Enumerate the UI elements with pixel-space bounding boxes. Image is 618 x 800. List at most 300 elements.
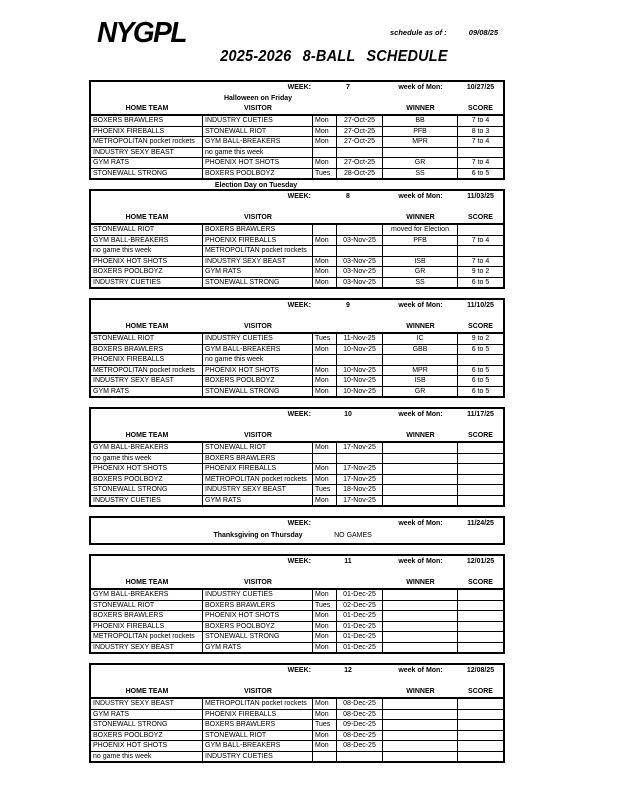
winner-cell (383, 632, 458, 642)
score-cell: 6 to 5 (471, 387, 490, 395)
week-note: Halloween on Friday (223, 94, 293, 102)
table-row (91, 751, 503, 762)
table-row (91, 709, 503, 720)
score-cell: 7 to 4 (471, 257, 490, 265)
column-header-row (91, 103, 503, 114)
date-cell: 03-Nov-25 (337, 278, 383, 288)
winner-cell (383, 643, 458, 653)
week-header-row (91, 518, 503, 529)
visitor-cell: METROPOLITAN pocket rockets (203, 475, 313, 485)
winner-header: WINNER (406, 432, 435, 439)
day-cell: Mon (313, 496, 337, 506)
winner-cell (383, 731, 458, 741)
winner-header: WINNER (406, 688, 435, 695)
week-label: WEEK: (287, 193, 311, 200)
no-games-week-box (89, 516, 505, 545)
home-team-header: HOME TEAM (125, 323, 169, 330)
visitor-cell: INDUSTRY SEXY BEAST (203, 485, 313, 495)
table-row (91, 631, 503, 642)
home-team-header: HOME TEAM (125, 214, 169, 221)
table-row (91, 600, 503, 611)
day-cell: Mon (313, 632, 337, 642)
score-cell: 6 to 5 (471, 366, 490, 374)
date-cell: 03-Nov-25 (337, 236, 383, 246)
home-team-cell: no game this week (91, 454, 203, 464)
table-row (91, 334, 503, 344)
week-of-label: week of Mon: (398, 411, 443, 418)
visitor-cell: BOXERS BRAWLERS (203, 720, 313, 730)
home-team-cell: BOXERS POOLBOYZ (91, 731, 203, 741)
visitor-cell: PHOENIX HOT SHOTS (203, 611, 313, 621)
table-row (91, 266, 503, 277)
visitor-cell: BOXERS POOLBOYZ (203, 169, 313, 179)
week-number: 11 (344, 558, 352, 565)
visitor-cell: BOXERS BRAWLERS (203, 601, 313, 611)
score-cell (458, 475, 503, 485)
table-row (91, 235, 503, 246)
week-header-row (91, 300, 503, 311)
home-team-cell: INDUSTRY SEXY BEAST (91, 699, 203, 709)
table-row (91, 386, 503, 397)
home-team-cell: INDUSTRY CUETIES (91, 278, 203, 288)
week-note-row (91, 93, 503, 103)
rows-container (91, 223, 503, 287)
winner-cell: PFB (383, 127, 458, 137)
visitor-header: VISITOR (244, 688, 272, 695)
date-cell: 10-Nov-25 (337, 366, 383, 376)
day-cell: Mon (313, 611, 337, 621)
date-cell (337, 752, 383, 762)
day-cell: Mon (313, 366, 337, 376)
day-cell: Mon (313, 127, 337, 137)
day-cell: Mon (313, 257, 337, 267)
day-cell: Mon (313, 731, 337, 741)
home-team-cell: PHOENIX FIREBALLS (91, 355, 203, 365)
table-row (91, 730, 503, 741)
winner-cell (383, 148, 458, 158)
week-of-label: week of Mon: (398, 302, 443, 309)
winner-header: WINNER (406, 105, 435, 112)
table-row (91, 344, 503, 355)
table-row (91, 621, 503, 632)
home-team-cell: STONEWALL RIOT (91, 334, 203, 344)
visitor-cell: STONEWALL STRONG (203, 632, 313, 642)
visitor-cell: PHOENIX HOT SHOTS (203, 158, 313, 168)
day-cell: Mon (313, 267, 337, 277)
table-row (91, 147, 503, 158)
winner-cell (383, 246, 458, 256)
day-cell (313, 225, 337, 235)
visitor-header: VISITOR (244, 579, 272, 586)
score-cell (458, 355, 503, 365)
score-cell (458, 148, 503, 158)
winner-cell: PFB (383, 236, 458, 246)
score-cell (458, 752, 503, 762)
table-row (91, 168, 503, 179)
day-cell: Mon (313, 464, 337, 474)
home-team-cell: BOXERS POOLBOYZ (91, 475, 203, 485)
visitor-cell: INDUSTRY CUETIES (203, 116, 313, 126)
column-header-row (91, 430, 503, 441)
week-label: WEEK: (287, 84, 311, 91)
score-header: SCORE (468, 432, 493, 439)
score-cell (458, 454, 503, 464)
date-cell: 18-Nov-25 (337, 485, 383, 495)
home-team-cell: GYM RATS (91, 158, 203, 168)
week-note-row (91, 567, 503, 577)
home-team-cell: STONEWALL STRONG (91, 169, 203, 179)
score-cell (458, 741, 503, 751)
winner-header: WINNER (406, 214, 435, 221)
winner-cell: ISB (383, 376, 458, 386)
visitor-cell: STONEWALL RIOT (203, 443, 313, 453)
date-cell: 08-Dec-25 (337, 699, 383, 709)
score-cell (458, 632, 503, 642)
score-header: SCORE (468, 323, 493, 330)
table-row (91, 225, 503, 235)
score-cell (458, 710, 503, 720)
home-team-cell: PHOENIX FIREBALLS (91, 622, 203, 632)
winner-cell (383, 464, 458, 474)
visitor-header: VISITOR (244, 432, 272, 439)
home-team-cell: INDUSTRY CUETIES (91, 496, 203, 506)
week-number: 12 (344, 667, 352, 674)
week-of-label: week of Mon: (398, 667, 443, 674)
week-header-row (91, 409, 503, 420)
rows-container (91, 332, 503, 396)
score-cell (458, 225, 503, 235)
column-header-row (91, 686, 503, 697)
home-team-cell: METROPOLITAN pocket rockets (91, 366, 203, 376)
score-cell (458, 590, 503, 600)
week-note-row (91, 311, 503, 321)
table-row (91, 484, 503, 495)
score-header: SCORE (468, 214, 493, 221)
home-team-header: HOME TEAM (125, 688, 169, 695)
score-cell: 7 to 4 (471, 159, 490, 166)
winner-header: WINNER (406, 323, 435, 330)
winner-header: WINNER (406, 579, 435, 586)
table-row (91, 495, 503, 506)
home-team-header: HOME TEAM (125, 105, 169, 112)
winner-cell: MPR (383, 366, 458, 376)
winner-cell (383, 611, 458, 621)
week-note-above (89, 182, 505, 189)
week-note-row (91, 202, 503, 212)
winner-cell (383, 622, 458, 632)
winner-cell (383, 443, 458, 453)
home-team-cell: INDUSTRY SEXY BEAST (91, 148, 203, 158)
day-cell: Mon (313, 741, 337, 751)
home-team-cell: INDUSTRY SEXY BEAST (91, 376, 203, 386)
visitor-cell: BOXERS BRAWLERS (203, 454, 313, 464)
score-cell (458, 731, 503, 741)
day-cell: Mon (313, 443, 337, 453)
visitor-header: VISITOR (244, 323, 272, 330)
visitor-cell: no game this week (203, 355, 313, 365)
table-row (91, 354, 503, 365)
home-team-cell: STONEWALL RIOT (91, 225, 203, 235)
date-cell: 17-Nov-25 (337, 464, 383, 474)
date-cell (337, 225, 383, 235)
home-team-cell: BOXERS BRAWLERS (91, 611, 203, 621)
date-cell: 10-Nov-25 (337, 376, 383, 386)
score-cell (458, 699, 503, 709)
score-cell (458, 643, 503, 653)
score-cell (458, 464, 503, 474)
home-team-header: HOME TEAM (125, 579, 169, 586)
week-label: WEEK: (287, 667, 311, 674)
date-cell: 08-Dec-25 (337, 710, 383, 720)
week-table (89, 80, 505, 180)
date-cell (337, 454, 383, 464)
winner-cell: GR (383, 158, 458, 168)
winner-cell (383, 590, 458, 600)
rows-container (91, 114, 503, 178)
week-number: 7 (346, 84, 350, 91)
visitor-cell: INDUSTRY CUETIES (203, 752, 313, 762)
date-cell: 27-Oct-25 (337, 158, 383, 168)
visitor-cell: BOXERS BRAWLERS (203, 225, 313, 235)
home-team-cell: STONEWALL RIOT (91, 601, 203, 611)
date-cell: 10-Nov-25 (337, 345, 383, 355)
table-row (91, 365, 503, 376)
home-team-header: HOME TEAM (125, 432, 169, 439)
visitor-cell: PHOENIX FIREBALLS (203, 464, 313, 474)
week-of-date: 11/10/25 (467, 302, 494, 309)
home-team-cell: BOXERS POOLBOYZ (91, 267, 203, 277)
date-cell: 27-Oct-25 (337, 116, 383, 126)
winner-cell: SS (383, 169, 458, 179)
day-cell: Mon (313, 345, 337, 355)
date-cell: 27-Oct-25 (337, 127, 383, 137)
visitor-header: VISITOR (244, 105, 272, 112)
date-cell: 17-Nov-25 (337, 443, 383, 453)
winner-cell (383, 475, 458, 485)
date-cell: 17-Nov-25 (337, 496, 383, 506)
score-cell (458, 496, 503, 506)
week-header-row (91, 556, 503, 567)
table-row (91, 463, 503, 474)
home-team-cell: GYM RATS (91, 387, 203, 397)
table-row (91, 157, 503, 168)
table-row (91, 642, 503, 653)
visitor-cell: no game this week (203, 148, 313, 158)
score-cell (458, 622, 503, 632)
date-cell: 01-Dec-25 (337, 590, 383, 600)
visitor-cell: INDUSTRY SEXY BEAST (203, 257, 313, 267)
visitor-cell: PHOENIX FIREBALLS (203, 236, 313, 246)
home-team-cell: METROPOLITAN pocket rockets (91, 137, 203, 147)
visitor-cell: METROPOLITAN pocket rockets (203, 246, 313, 256)
week-of-label: week of Mon: (398, 558, 443, 565)
score-cell: 9 to 2 (471, 335, 490, 342)
day-cell: Mon (313, 137, 337, 147)
date-cell: 17-Nov-25 (337, 475, 383, 485)
date-cell: 28-Oct-25 (337, 169, 383, 179)
date-cell (337, 355, 383, 365)
score-cell (458, 611, 503, 621)
score-cell: 6 to 5 (471, 345, 490, 353)
day-cell: Tues (313, 334, 337, 344)
winner-cell: MPR (383, 137, 458, 147)
winner-cell (383, 752, 458, 762)
winner-cell (383, 741, 458, 751)
table-row (91, 453, 503, 464)
week-of-date: 11/24/25 (467, 520, 494, 527)
table-row (91, 474, 503, 485)
table-row (91, 719, 503, 730)
day-cell: Mon (313, 236, 337, 246)
date-cell (337, 246, 383, 256)
score-cell (458, 443, 503, 453)
home-team-cell: no game this week (91, 246, 203, 256)
winner-cell (383, 454, 458, 464)
no-games-row (91, 529, 503, 543)
week-of-date: 12/08/25 (466, 667, 495, 674)
day-cell: Mon (313, 622, 337, 632)
rows-container (91, 697, 503, 761)
week-header-row (91, 665, 503, 676)
visitor-cell: GYM RATS (203, 267, 313, 277)
week-of-date: 10/27/25 (466, 84, 495, 91)
week-table (89, 189, 505, 289)
day-cell (313, 246, 337, 256)
table-row (91, 699, 503, 709)
day-cell (313, 752, 337, 762)
score-cell (458, 246, 503, 256)
week-of-label: week of Mon: (398, 84, 443, 91)
home-team-cell: GYM BALL-BREAKERS (91, 590, 203, 600)
visitor-cell: PHOENIX HOT SHOTS (203, 366, 313, 376)
date-cell: 03-Nov-25 (337, 257, 383, 267)
home-team-cell: GYM RATS (91, 710, 203, 720)
home-team-cell: PHOENIX HOT SHOTS (91, 257, 203, 267)
winner-cell (383, 720, 458, 730)
week-of-date: 11/03/25 (467, 193, 494, 200)
week-note: Thanksgiving on Thursday (213, 531, 303, 539)
column-header-row (91, 321, 503, 332)
day-cell: Mon (313, 699, 337, 709)
week-header-row (91, 82, 503, 93)
day-cell: Mon (313, 278, 337, 288)
date-cell: 09-Dec-25 (337, 720, 383, 730)
table-row (91, 245, 503, 256)
day-cell: Mon (313, 158, 337, 168)
week-label: WEEK: (287, 302, 311, 309)
visitor-cell: METROPOLITAN pocket rockets (203, 699, 313, 709)
home-team-cell: GYM BALL-BREAKERS (91, 236, 203, 246)
week-label: WEEK: (287, 520, 311, 527)
week-table (89, 407, 505, 507)
table-row (91, 610, 503, 621)
day-cell: Tues (313, 601, 337, 611)
league-logo: NYGPL (97, 16, 186, 49)
home-team-cell: BOXERS BRAWLERS (91, 345, 203, 355)
winner-cell: GR (383, 267, 458, 277)
date-cell: 11-Nov-25 (337, 334, 383, 344)
table-row (91, 740, 503, 751)
visitor-cell: STONEWALL RIOT (203, 127, 313, 137)
week-note: Election Day on Tuesday (214, 182, 298, 189)
week-table (89, 298, 505, 398)
date-cell: 10-Nov-25 (337, 387, 383, 397)
day-cell (313, 355, 337, 365)
date-cell: 08-Dec-25 (337, 741, 383, 751)
rows-container (91, 441, 503, 505)
column-header-row (91, 212, 503, 223)
date-cell: 01-Dec-25 (337, 643, 383, 653)
home-team-cell: PHOENIX FIREBALLS (91, 127, 203, 137)
visitor-cell: BOXERS POOLBOYZ (203, 376, 313, 386)
home-team-cell: no game this week (91, 752, 203, 762)
date-cell: 02-Dec-25 (337, 601, 383, 611)
winner-cell (383, 485, 458, 495)
visitor-cell: PHOENIX FIREBALLS (203, 710, 313, 720)
winner-cell (383, 710, 458, 720)
date-cell: 27-Oct-25 (337, 137, 383, 147)
score-cell: 6 to 5 (471, 377, 490, 384)
visitor-cell: STONEWALL RIOT (203, 731, 313, 741)
rows-container (91, 588, 503, 652)
score-header: SCORE (468, 688, 493, 695)
table-row (91, 443, 503, 453)
date-cell: 01-Dec-25 (337, 611, 383, 621)
score-cell: 6 to 5 (471, 169, 490, 177)
week-label: WEEK: (287, 558, 311, 565)
visitor-cell: BOXERS POOLBOYZ (203, 622, 313, 632)
day-cell: Tues (313, 169, 337, 179)
score-cell (458, 720, 503, 730)
day-cell (313, 148, 337, 158)
visitor-cell: GYM RATS (203, 643, 313, 653)
home-team-cell: STONEWALL STRONG (91, 485, 203, 495)
table-row (91, 277, 503, 288)
score-header: SCORE (468, 105, 493, 112)
score-cell: 8 to 3 (471, 127, 490, 135)
day-cell (313, 454, 337, 464)
day-cell: Mon (313, 376, 337, 386)
column-header-row (91, 577, 503, 588)
visitor-cell: GYM RATS (203, 496, 313, 506)
week-of-date: 12/01/25 (466, 558, 495, 565)
date-cell: 01-Dec-25 (337, 622, 383, 632)
winner-cell (383, 601, 458, 611)
winner-cell: SS (383, 278, 458, 288)
page-title: 2025-2026 8-BALL SCHEDULE (220, 48, 448, 66)
winner-cell: GR (383, 387, 458, 397)
schedule-as-of-date: 09/08/25 (468, 28, 498, 37)
score-cell (458, 485, 503, 495)
visitor-header: VISITOR (244, 214, 272, 221)
table-row (91, 256, 503, 267)
date-cell: 03-Nov-25 (337, 267, 383, 277)
table-row (91, 375, 503, 386)
table-row (91, 590, 503, 600)
winner-cell: BB (383, 116, 458, 126)
week-label: WEEK: (287, 411, 311, 418)
day-cell: Mon (313, 590, 337, 600)
table-row (91, 116, 503, 126)
schedule-as-of (390, 28, 498, 37)
day-cell: Mon (313, 475, 337, 485)
day-cell: Mon (313, 116, 337, 126)
score-cell (458, 601, 503, 611)
week-table (89, 663, 505, 763)
home-team-cell: PHOENIX HOT SHOTS (91, 464, 203, 474)
week-of-date: 11/17/25 (467, 411, 494, 418)
day-cell: Mon (313, 643, 337, 653)
